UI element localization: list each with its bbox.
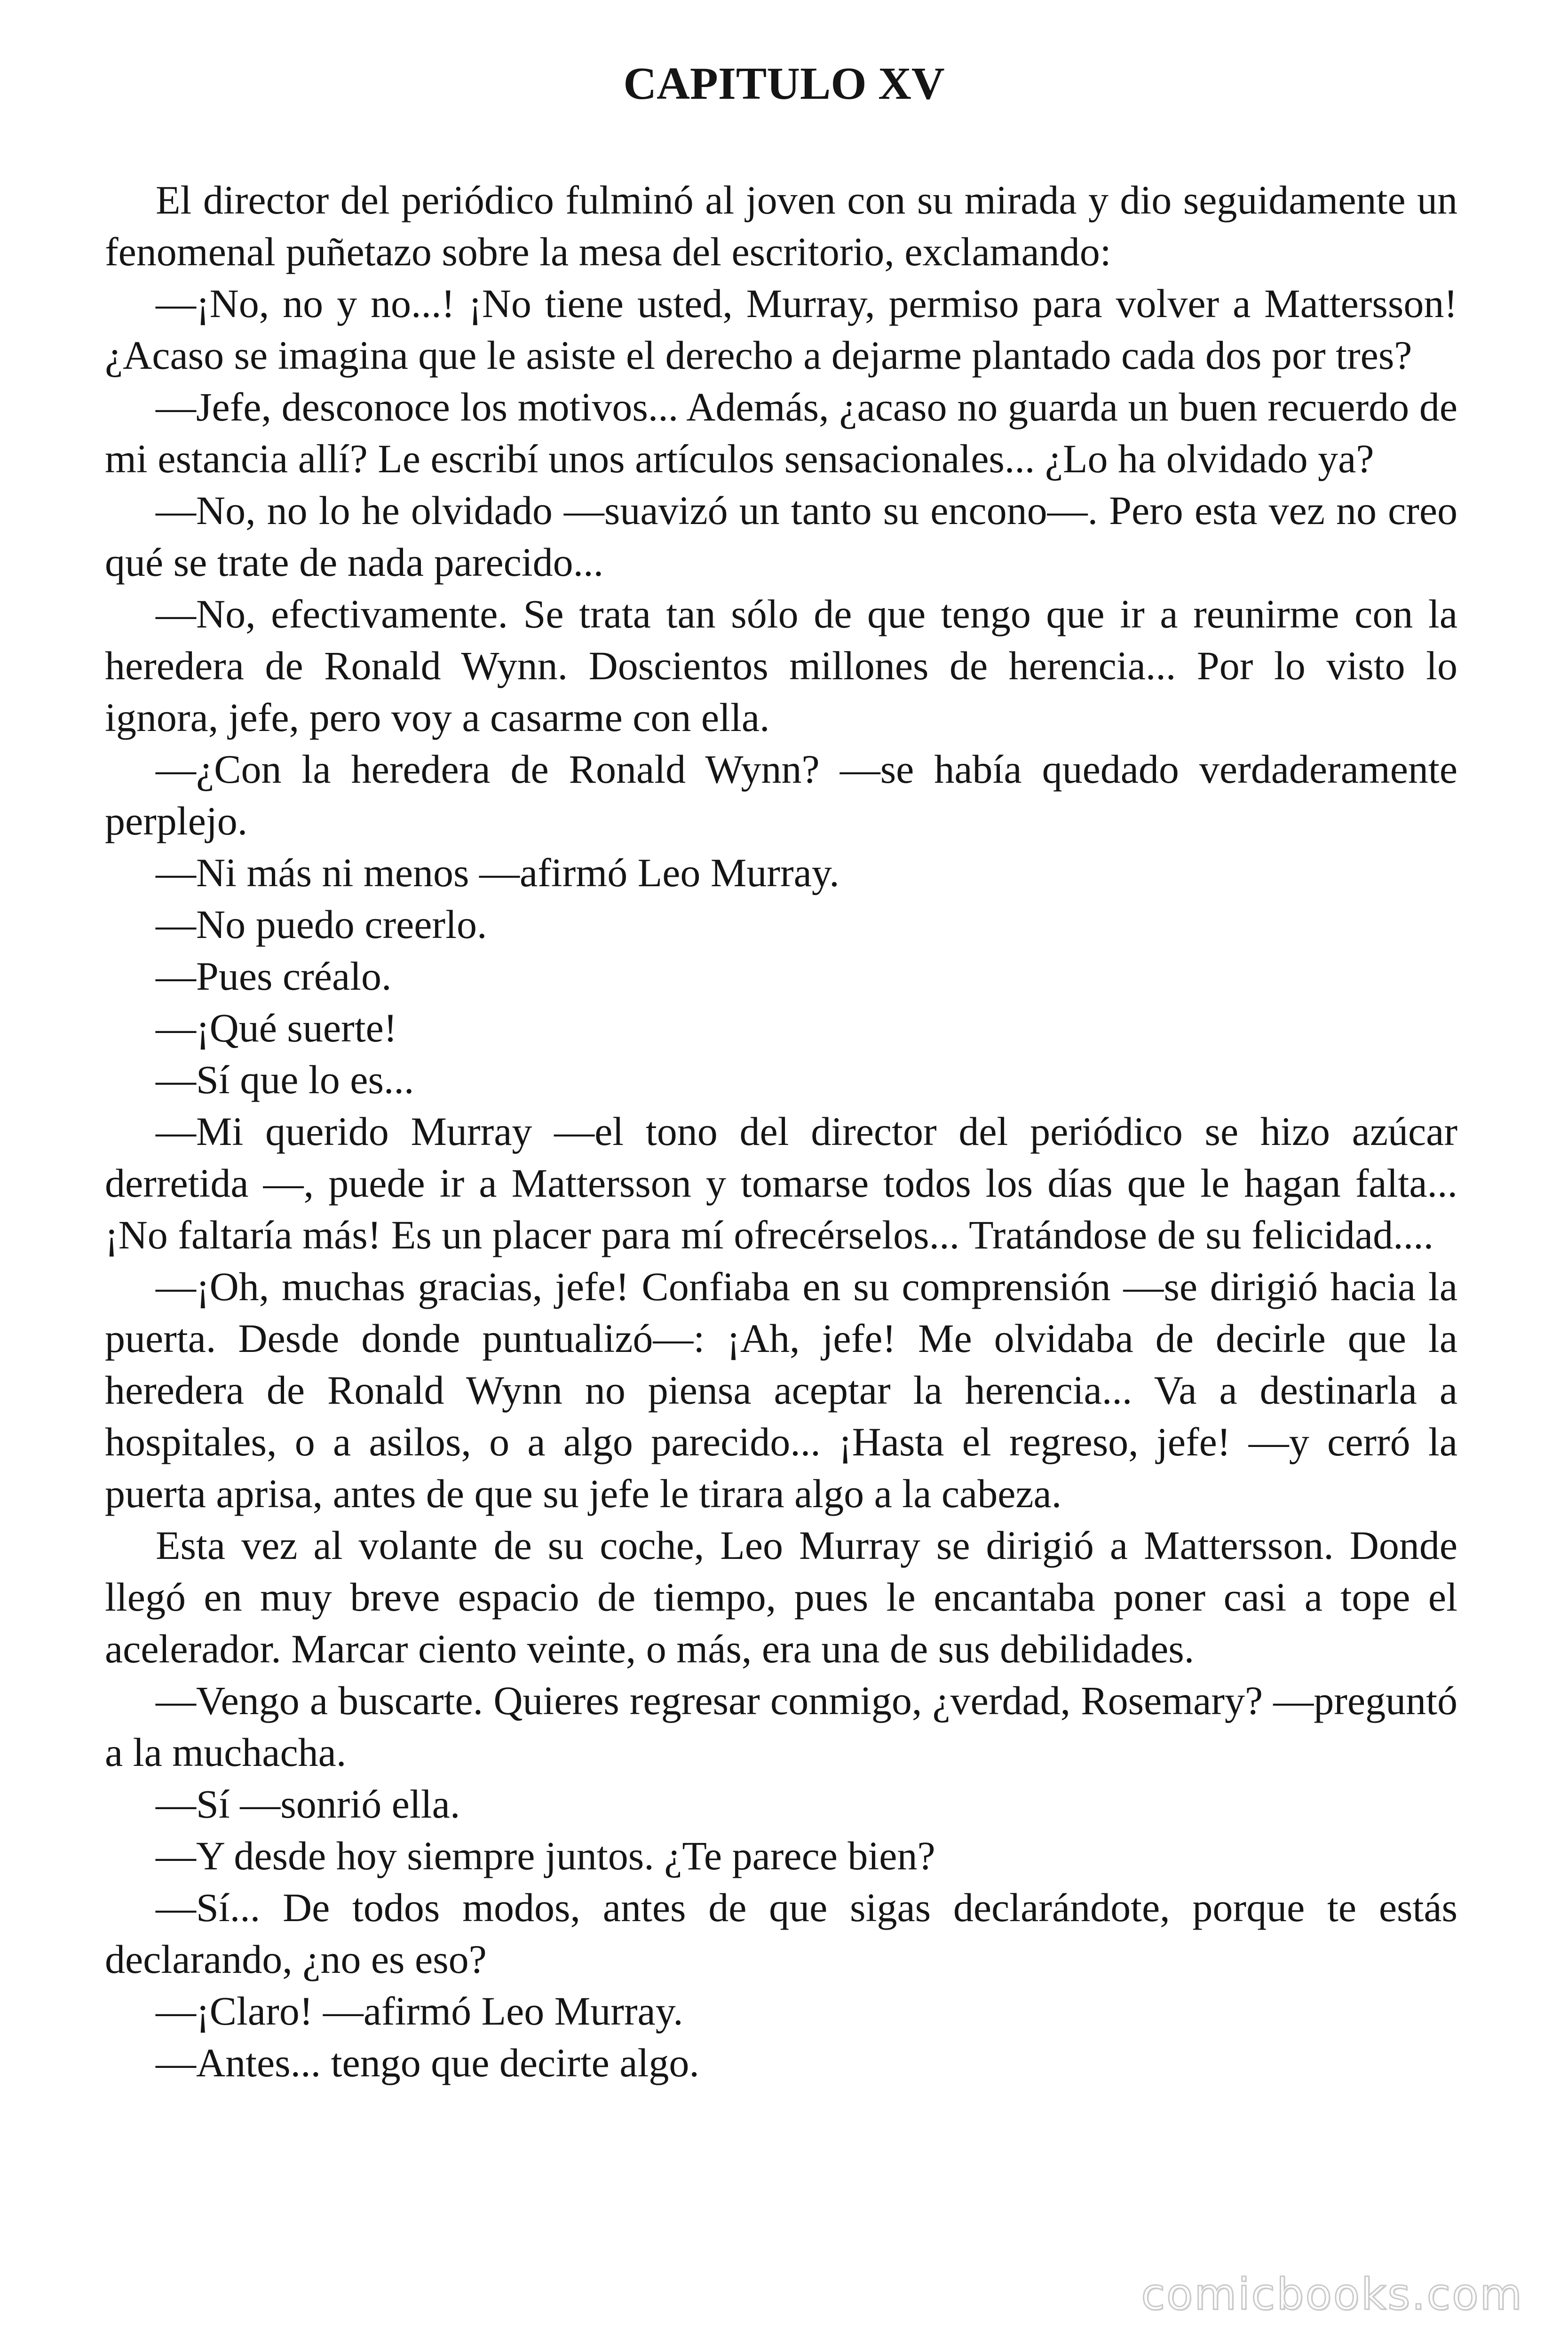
- paragraph: —Sí que lo es...: [156, 1057, 414, 1102]
- paragraph: —Pues créalo.: [156, 954, 392, 999]
- paragraph: Esta vez al volante de su coche, Leo Murray se dirigió a Mattersson. Donde llegó en muy breve espacio de tiempo, pues le encantaba poner casi a tope el acelerador. Marcar ciento veinte, o más, era una de sus debilidades.: [105, 1523, 1457, 1671]
- chapter-body: [105, 174, 1457, 2089]
- paragraph: —¡Qué suerte!: [156, 1005, 397, 1050]
- paragraph: —Jefe, desconoce los motivos... Además, ¿acaso no guarda un buen recuerdo de mi estancia allí? Le escribí unos artículos sensacionales... ¿Lo ha olvidado ya?: [105, 384, 1457, 481]
- paragraph: —No, no lo he olvidado —suavizó un tanto su encono—. Pero esta vez no creo qué se trate de nada parecido...: [105, 488, 1457, 585]
- paragraph: —¡Oh, muchas gracias, jefe! Confiaba en su comprensión —se dirigió hacia la puerta. Desde donde puntualizó—: ¡Ah, jefe! Me olvidaba de decirle que la heredera de Ronald Wynn no piensa aceptar la herencia... Va a destinarla a hospitales, o a asilos, o a algo parecido... ¡Hasta el regreso, jefe! —y cerró la puerta aprisa, antes de que su jefe le tirara algo a la cabeza.: [105, 1264, 1457, 1516]
- paragraph: —Y desde hoy siempre juntos. ¿Te parece bien?: [156, 1833, 935, 1878]
- paragraph: —No, efectivamente. Se trata tan sólo de que tengo que ir a reunirme con la heredera de Ronald Wynn. Doscientos millones de herencia... Por lo visto lo ignora, jefe, pero voy a casarme con ella.: [105, 591, 1457, 740]
- paragraph: —Vengo a buscarte. Quieres regresar conmigo, ¿verdad, Rosemary? —preguntó a la muchacha.: [105, 1678, 1457, 1775]
- paragraph: —¡No, no y no...! ¡No tiene usted, Murray, permiso para volver a Mattersson! ¿Acaso se imagina que le asiste el derecho a dejarme plantado cada dos por tres?: [105, 281, 1457, 378]
- watermark: comicbooks.com: [1141, 2269, 1523, 2320]
- paragraph: —No puedo creerlo.: [156, 902, 487, 947]
- paragraph: —Sí... De todos modos, antes de que sigas declarándote, porque te estás declarando, ¿no es eso?: [105, 1885, 1457, 1982]
- paragraph: —Ni más ni menos —afirmó Leo Murray.: [156, 850, 839, 895]
- paragraph: —Sí —sonrió ella.: [156, 1781, 460, 1827]
- chapter-title: CAPITULO XV: [623, 58, 945, 109]
- paragraph: El director del periódico fulminó al joven con su mirada y dio seguidamente un fenomenal puñetazo sobre la mesa del escritorio, exclamando:: [105, 177, 1457, 274]
- paragraph: —Antes... tengo que decirte algo.: [156, 2040, 699, 2085]
- paragraph: —Mi querido Murray —el tono del director del periódico se hizo azúcar derretida —, puede ir a Mattersson y tomarse todos los días que le hagan falta... ¡No faltaría más! Es un placer para mí ofrecérselos... Tratándose de su felicidad....: [105, 1109, 1457, 1257]
- paragraph: —¡Claro! —afirmó Leo Murray.: [156, 1988, 683, 2034]
- paragraph: —¿Con la heredera de Ronald Wynn? —se había quedado verdaderamente perplejo.: [105, 747, 1457, 843]
